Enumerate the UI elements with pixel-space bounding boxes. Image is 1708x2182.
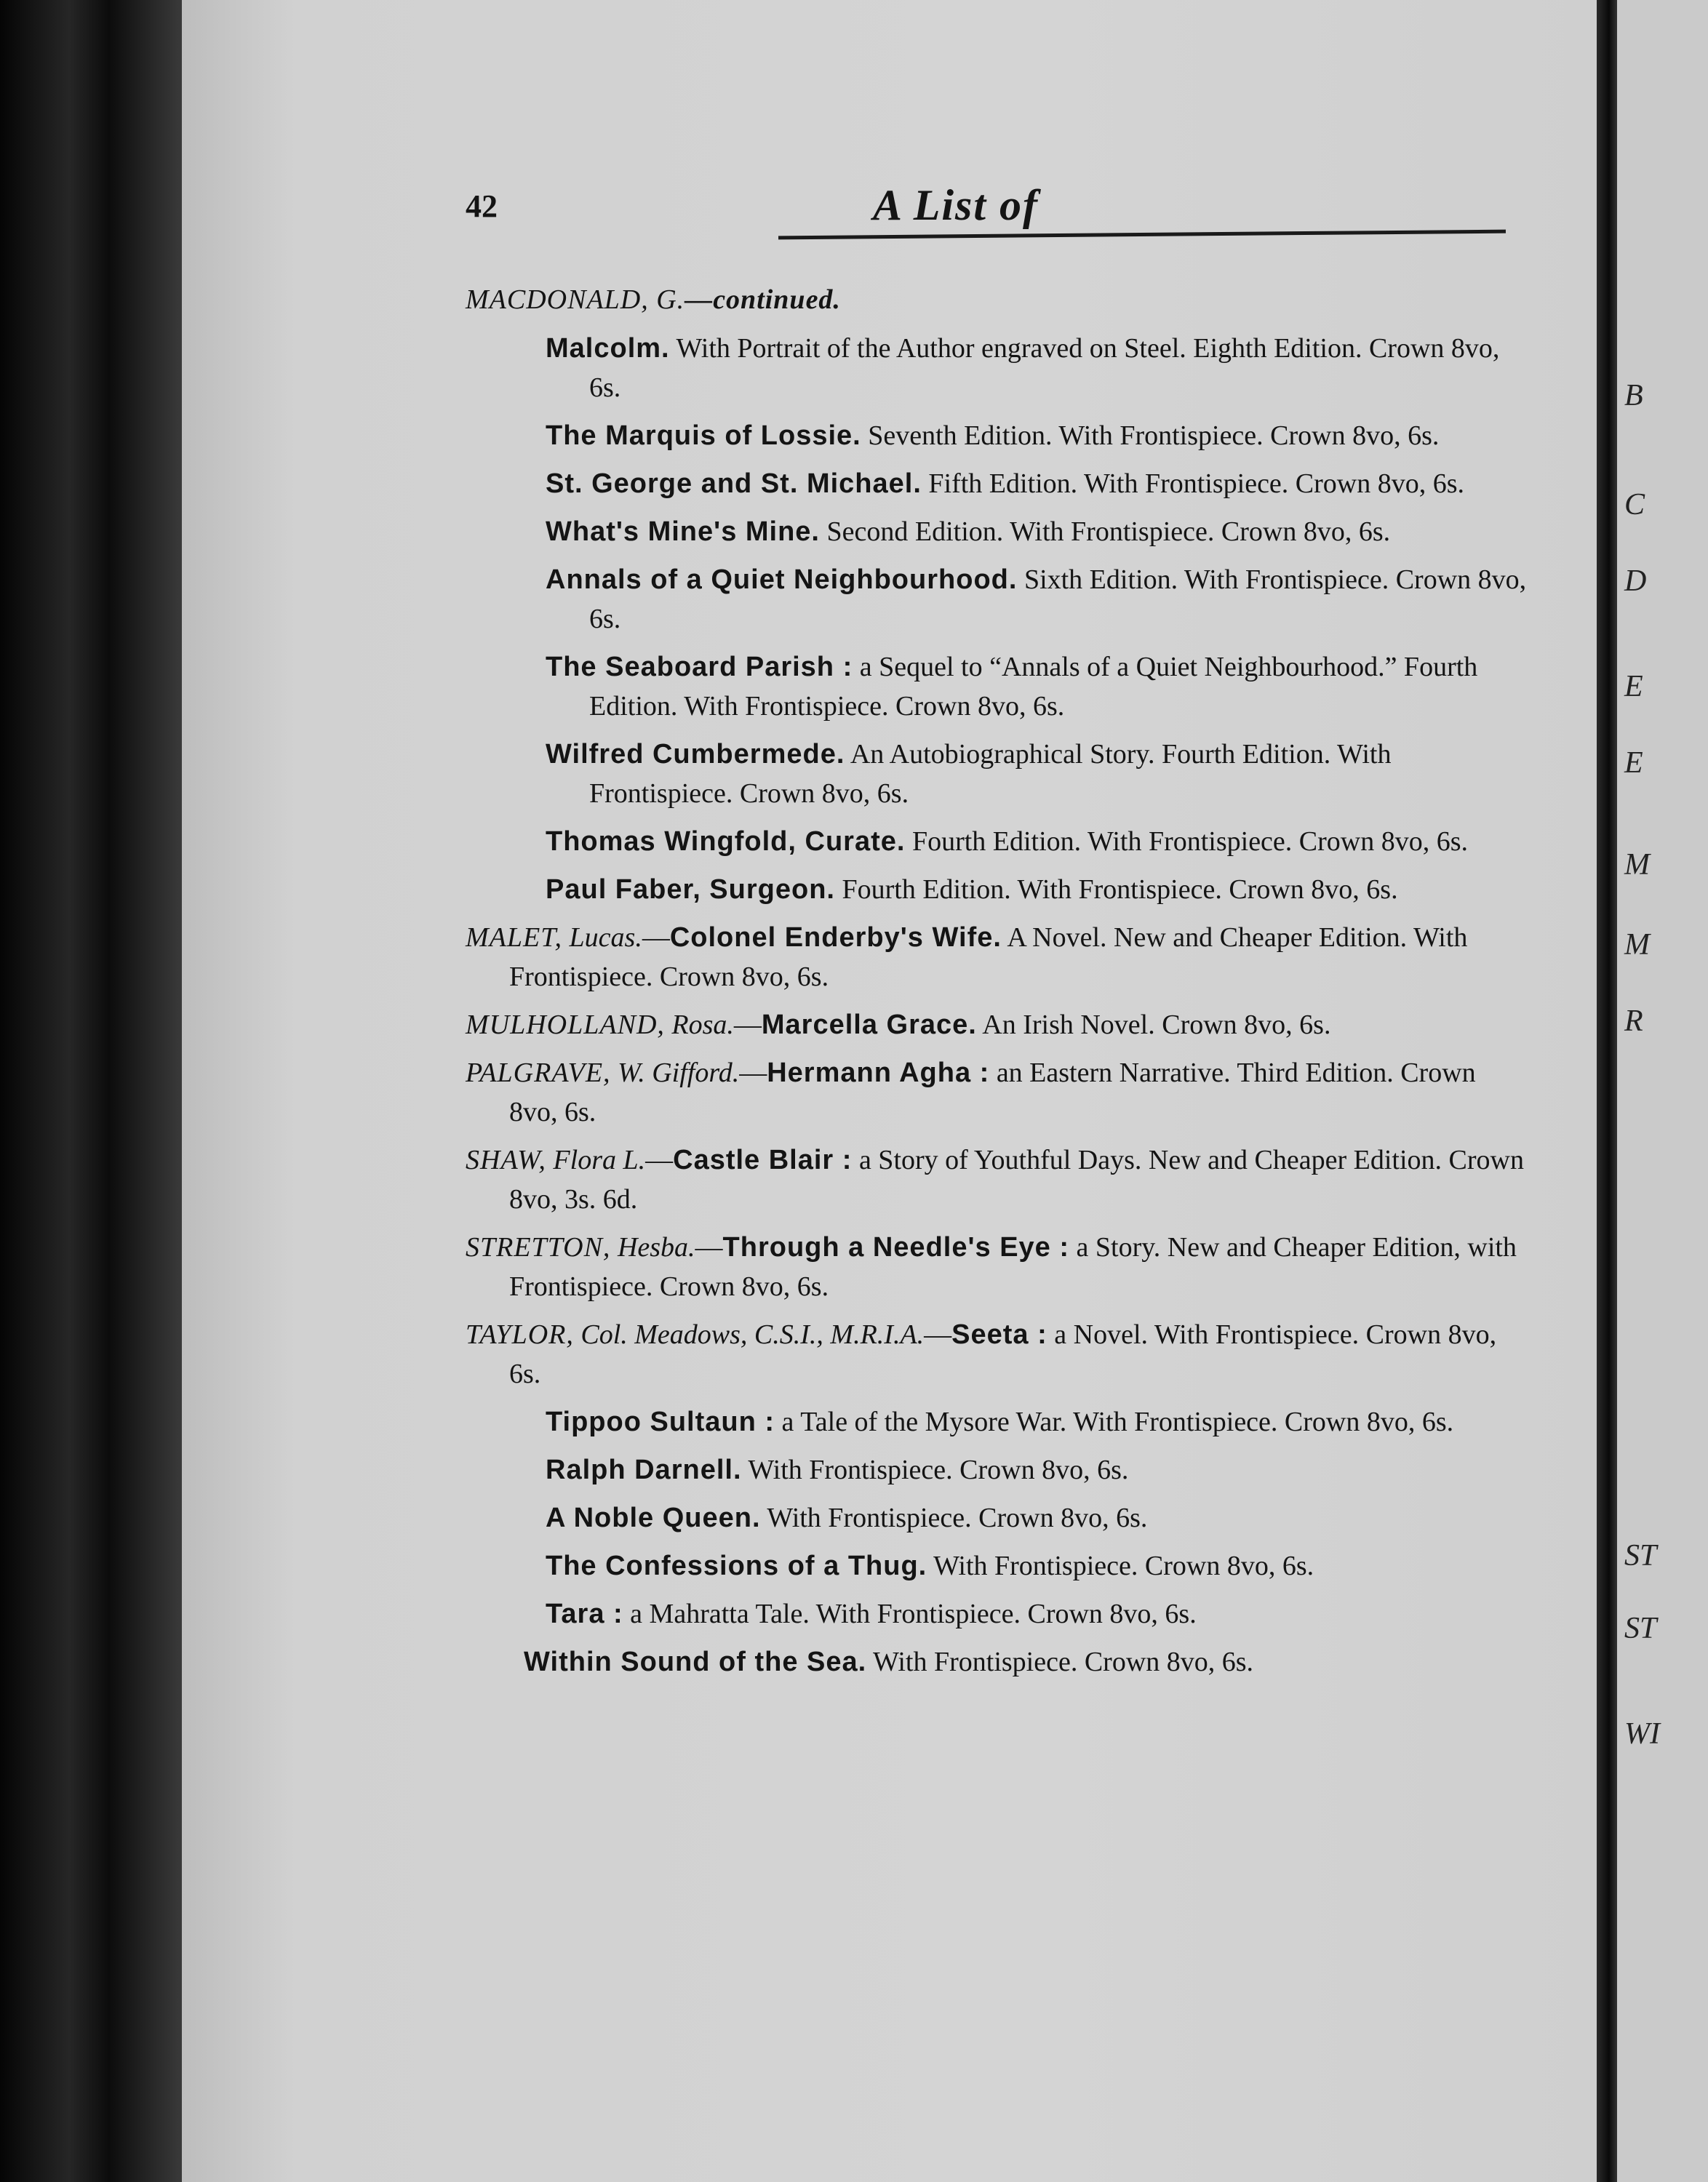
book-binding [0, 0, 182, 2182]
list-item [546, 1402, 1528, 1442]
next-page-edge [1617, 0, 1708, 2182]
book-details: Fourth Edition. With Frontispiece. Crown 8vo, 6s. [842, 874, 1398, 905]
book-title: Hermann Agha : [767, 1058, 990, 1088]
author-name: TAYLOR, [466, 1319, 574, 1350]
book-details: a Story of Youthful Days. New and Cheaper Edition. Crown 8vo, 3s. 6d. [509, 1145, 1524, 1215]
list-item [546, 1498, 1528, 1538]
author-entry [466, 1053, 1528, 1132]
book-details: With Portrait of the Author engraved on Steel. Eighth Edition. Crown 8vo, 6s. [589, 333, 1500, 403]
book-title: Colonel Enderby's Wife. [669, 922, 1002, 953]
book-details: a Novel. With Frontispiece. Crown 8vo, 6s. [509, 1319, 1497, 1389]
book-title: Tara : [546, 1599, 623, 1629]
header-rule [778, 230, 1506, 240]
author-name: PALGRAVE, [466, 1058, 611, 1088]
running-title: A List of [873, 181, 1039, 229]
dash: — [924, 1319, 952, 1350]
book-title: Within Sound of the Sea. [524, 1647, 867, 1677]
list-item [546, 870, 1528, 909]
next-page-fragment: M [1624, 848, 1650, 882]
book-title: The Confessions of a Thug. [546, 1551, 927, 1581]
book-details: Fifth Edition. With Frontispiece. Crown 8vo, 6s. [928, 468, 1465, 499]
book-details: An Irish Novel. Crown 8vo, 6s. [982, 1010, 1331, 1040]
book-details: a Sequel to “Annals of a Quiet Neighbourhood.” Fourth Edition. With Frontispiece. Crown 8vo, 6s. [589, 652, 1478, 722]
book-title: Seeta : [951, 1319, 1047, 1350]
list-item [546, 560, 1528, 639]
list-item [546, 1546, 1528, 1586]
author-given-name: Flora L. [553, 1145, 646, 1175]
author-given-name: Lucas. [569, 922, 642, 953]
dash: — [642, 922, 670, 953]
book-title: A Noble Queen. [546, 1503, 761, 1533]
list-item [546, 416, 1528, 455]
next-page-fragment: ST [1624, 1539, 1657, 1572]
book-details: Second Edition. With Frontispiece. Crown 8vo, 6s. [826, 516, 1391, 547]
book-title: The Marquis of Lossie. [546, 420, 861, 451]
continued-author-heading [466, 284, 1528, 316]
author-entry [466, 1315, 1528, 1394]
book-title: Marcella Grace. [761, 1010, 977, 1040]
book-details: A Novel. New and Cheaper Edition. With Frontispiece. Crown 8vo, 6s. [509, 922, 1468, 992]
book-title: Through a Needle's Eye : [722, 1232, 1070, 1263]
book-details: a Tale of the Mysore War. With Frontispiece. Crown 8vo, 6s. [781, 1407, 1454, 1437]
next-page-fragment: WI [1624, 1717, 1660, 1751]
book-title: Wilfred Cumbermede. [546, 739, 845, 770]
author-name: SHAW, [466, 1145, 546, 1175]
book-title: Tippoo Sultaun : [546, 1407, 775, 1437]
list-item [546, 822, 1528, 861]
publisher-list [466, 284, 1528, 1690]
dash: — [733, 1010, 762, 1040]
list-item [546, 1450, 1528, 1490]
author-given-name: Col. Meadows, C.S.I., M.R.I.A. [580, 1319, 925, 1350]
next-page-fragment: E [1624, 746, 1643, 780]
next-page-fragment: M [1624, 928, 1650, 962]
list-item [546, 464, 1528, 503]
author-entry [466, 918, 1528, 996]
next-page-fragment: R [1624, 1004, 1643, 1038]
list-item [546, 512, 1528, 551]
next-page-fragment: B [1624, 379, 1643, 412]
book-title: The Seaboard Parish : [546, 652, 853, 682]
book-title: Thomas Wingfold, Curate. [546, 826, 906, 857]
page-gutter [1597, 0, 1617, 2182]
next-page-fragment: D [1624, 564, 1647, 598]
page-number: 42 [466, 188, 498, 224]
author-given-name: Hesba. [617, 1232, 695, 1263]
page-header [466, 180, 1469, 239]
author-given-name: W. Gifford. [618, 1058, 740, 1088]
author-name: STRETTON, [466, 1232, 611, 1263]
author-name: MULHOLLAND, [466, 1010, 665, 1040]
list-item [546, 329, 1528, 407]
book-details: With Frontispiece. Crown 8vo, 6s. [933, 1551, 1314, 1581]
book-title: What's Mine's Mine. [546, 516, 820, 547]
book-details: With Frontispiece. Crown 8vo, 6s. [767, 1503, 1148, 1533]
book-details: With Frontispiece. Crown 8vo, 6s. [748, 1455, 1129, 1485]
author-entry [466, 1005, 1528, 1044]
book-details: Seventh Edition. With Frontispiece. Crown 8vo, 6s. [868, 420, 1440, 451]
book-title: Ralph Darnell. [546, 1455, 742, 1485]
dash: — [695, 1232, 723, 1263]
next-page-fragment: E [1624, 670, 1643, 703]
continued-label: —continued. [685, 284, 841, 315]
dash: — [645, 1145, 674, 1175]
book-title: Malcolm. [546, 333, 670, 364]
author-given-name: Rosa. [671, 1010, 734, 1040]
book-details: Fourth Edition. With Frontispiece. Crown 8vo, 6s. [911, 826, 1469, 857]
dash: — [739, 1058, 767, 1088]
next-page-fragment: ST [1624, 1612, 1657, 1645]
list-item [524, 1642, 1528, 1682]
book-title: Annals of a Quiet Neighbourhood. [546, 564, 1018, 595]
book-details: a Story. New and Cheaper Edition, with Frontispiece. Crown 8vo, 6s. [509, 1232, 1517, 1302]
book-details: An Autobiographical Story. Fourth Edition. With Frontispiece. Crown 8vo, 6s. [589, 739, 1392, 809]
next-page-fragment: C [1624, 488, 1645, 521]
book-title: Castle Blair : [673, 1145, 853, 1175]
author-entry [466, 1228, 1528, 1306]
list-item [546, 735, 1528, 813]
book-title: St. George and St. Michael. [546, 468, 922, 499]
author-entry [466, 1140, 1528, 1219]
book-details: a Mahratta Tale. With Frontispiece. Crown 8vo, 6s. [630, 1599, 1197, 1629]
author-name: MACDONALD, G. [466, 284, 685, 315]
author-name: MALET, [466, 922, 563, 953]
book-details: an Eastern Narrative. Third Edition. Crown 8vo, 6s. [509, 1058, 1476, 1127]
book-details: With Frontispiece. Crown 8vo, 6s. [873, 1647, 1254, 1677]
book-details: Sixth Edition. With Frontispiece. Crown 8vo, 6s. [589, 564, 1527, 634]
list-item [546, 1594, 1528, 1634]
book-title: Paul Faber, Surgeon. [546, 874, 835, 905]
list-item [546, 647, 1528, 726]
